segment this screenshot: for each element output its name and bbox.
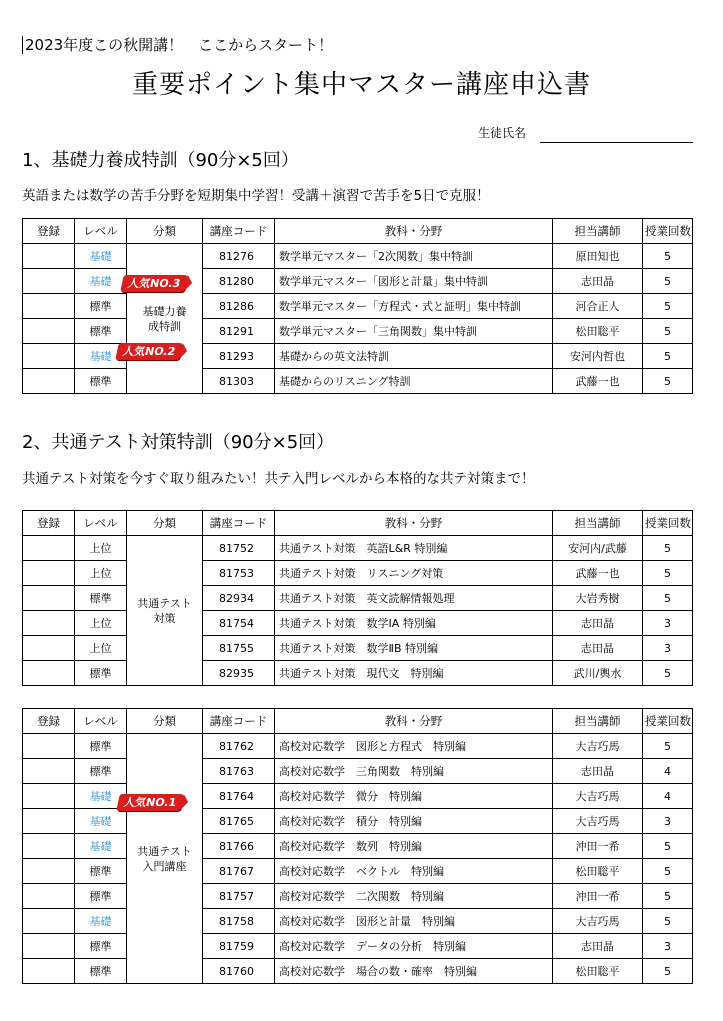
column-header: 登録 bbox=[23, 511, 75, 536]
subject-cell: 高校対応数学 三角関数 特別編 bbox=[275, 759, 553, 784]
section2-description: 共通テスト対策を今すぐ取り組みたい！共テ入門レベルから本格的な共テ対策まで！ bbox=[22, 471, 535, 487]
course-code-cell: 82935 bbox=[203, 661, 275, 686]
lesson-count-cell: 5 bbox=[643, 884, 693, 909]
lesson-count-cell: 4 bbox=[643, 759, 693, 784]
lesson-count-cell: 5 bbox=[643, 586, 693, 611]
table-header-row bbox=[23, 219, 693, 244]
table-row bbox=[23, 759, 693, 784]
course-table-3 bbox=[22, 708, 693, 984]
register-checkbox-cell[interactable] bbox=[23, 294, 75, 319]
course-code-cell: 81291 bbox=[203, 319, 275, 344]
teacher-cell: 安河内/武藤 bbox=[553, 536, 643, 561]
table-row bbox=[23, 884, 693, 909]
teacher-cell: 武藤一也 bbox=[553, 369, 643, 394]
column-header: 登録 bbox=[23, 219, 75, 244]
table-row bbox=[23, 661, 693, 686]
lesson-count-cell: 5 bbox=[643, 734, 693, 759]
column-header: 分類 bbox=[127, 511, 203, 536]
column-header: 担当講師 bbox=[553, 219, 643, 244]
course-code-cell: 81759 bbox=[203, 934, 275, 959]
level-cell: 標準 bbox=[75, 319, 127, 344]
lesson-count-cell: 3 bbox=[643, 809, 693, 834]
table-row bbox=[23, 536, 693, 561]
register-checkbox-cell[interactable] bbox=[23, 636, 75, 661]
category-cell: 基礎力養 成特訓 bbox=[127, 244, 203, 394]
teacher-cell: 志田晶 bbox=[553, 611, 643, 636]
register-checkbox-cell[interactable] bbox=[23, 834, 75, 859]
section2-heading: 2、共通テスト対策特訓（90分×5回） bbox=[22, 432, 335, 453]
course-code-cell: 82934 bbox=[203, 586, 275, 611]
table-header-row bbox=[23, 709, 693, 734]
lesson-count-cell: 3 bbox=[643, 934, 693, 959]
teacher-cell: 武藤一也 bbox=[553, 561, 643, 586]
subject-cell: 数学単元マスター「2次関数」集中特訓 bbox=[275, 244, 553, 269]
lesson-count-cell: 3 bbox=[643, 611, 693, 636]
level-cell: 基礎 bbox=[75, 834, 127, 859]
teacher-cell: 志田晶 bbox=[553, 636, 643, 661]
teacher-cell: 大吉巧馬 bbox=[553, 809, 643, 834]
column-header: 授業回数 bbox=[643, 511, 693, 536]
column-header: 教科・分野 bbox=[275, 709, 553, 734]
subject-cell: 基礎からのリスニング特訓 bbox=[275, 369, 553, 394]
level-cell: 上位 bbox=[75, 636, 127, 661]
student-name-label: 生徒氏名 bbox=[478, 126, 527, 140]
section1-description: 英語または数学の苦手分野を短期集中学習！受講＋演習で苦手を5日で克服！ bbox=[22, 188, 490, 204]
subject-cell: 数学単元マスター「方程式・式と証明」集中特訓 bbox=[275, 294, 553, 319]
column-header: 講座コード bbox=[203, 219, 275, 244]
subject-cell: 共通テスト対策 英文読解情報処理 bbox=[275, 586, 553, 611]
subject-cell: 高校対応数学 場合の数・確率 特別編 bbox=[275, 959, 553, 984]
table-row bbox=[23, 734, 693, 759]
teacher-cell: 松田聡平 bbox=[553, 859, 643, 884]
course-code-cell: 81276 bbox=[203, 244, 275, 269]
teacher-cell: 武川/輿水 bbox=[553, 661, 643, 686]
subject-cell: 共通テスト対策 数学ⅡB 特別編 bbox=[275, 636, 553, 661]
teacher-cell: 志田晶 bbox=[553, 269, 643, 294]
student-name-field[interactable] bbox=[540, 142, 693, 143]
lesson-count-cell: 5 bbox=[643, 294, 693, 319]
register-checkbox-cell[interactable] bbox=[23, 611, 75, 636]
level-cell: 標準 bbox=[75, 959, 127, 984]
table-row bbox=[23, 561, 693, 586]
register-checkbox-cell[interactable] bbox=[23, 934, 75, 959]
register-checkbox-cell[interactable] bbox=[23, 959, 75, 984]
lesson-count-cell: 5 bbox=[643, 834, 693, 859]
level-cell: 基礎 bbox=[75, 244, 127, 269]
teacher-cell: 大岩秀樹 bbox=[553, 586, 643, 611]
teacher-cell: 大吉巧馬 bbox=[553, 734, 643, 759]
subject-cell: 基礎からの英文法特訓 bbox=[275, 344, 553, 369]
table-row bbox=[23, 834, 693, 859]
register-checkbox-cell[interactable] bbox=[23, 344, 75, 369]
teacher-cell: 志田晶 bbox=[553, 934, 643, 959]
teacher-cell: 大吉巧馬 bbox=[553, 784, 643, 809]
course-code-cell: 81753 bbox=[203, 561, 275, 586]
column-header: 授業回数 bbox=[643, 709, 693, 734]
lesson-count-cell: 5 bbox=[643, 859, 693, 884]
level-cell: 標準 bbox=[75, 759, 127, 784]
course-code-cell: 81763 bbox=[203, 759, 275, 784]
register-checkbox-cell[interactable] bbox=[23, 884, 75, 909]
subject-cell: 高校対応数学 図形と方程式 特別編 bbox=[275, 734, 553, 759]
subject-cell: 高校対応数学 二次関数 特別編 bbox=[275, 884, 553, 909]
register-checkbox-cell[interactable] bbox=[23, 661, 75, 686]
lesson-count-cell: 5 bbox=[643, 244, 693, 269]
table-row bbox=[23, 586, 693, 611]
table-row bbox=[23, 809, 693, 834]
level-cell: 基礎 bbox=[75, 269, 127, 294]
table-header-row bbox=[23, 511, 693, 536]
register-checkbox-cell[interactable] bbox=[23, 244, 75, 269]
column-header: 教科・分野 bbox=[275, 219, 553, 244]
level-cell: 標準 bbox=[75, 859, 127, 884]
table-row bbox=[23, 909, 693, 934]
lesson-count-cell: 5 bbox=[643, 536, 693, 561]
table-row bbox=[23, 611, 693, 636]
level-cell: 基礎 bbox=[75, 784, 127, 809]
level-cell: 標準 bbox=[75, 369, 127, 394]
topline: 2023年度この秋開講！ ここからスタート！ bbox=[22, 36, 333, 54]
subject-cell: 高校対応数学 微分 特別編 bbox=[275, 784, 553, 809]
column-header: 分類 bbox=[127, 219, 203, 244]
course-code-cell: 81280 bbox=[203, 269, 275, 294]
teacher-cell: 沖田一希 bbox=[553, 884, 643, 909]
course-table-1 bbox=[22, 218, 693, 394]
course-code-cell: 81764 bbox=[203, 784, 275, 809]
lesson-count-cell: 4 bbox=[643, 784, 693, 809]
register-checkbox-cell[interactable] bbox=[23, 586, 75, 611]
course-code-cell: 81762 bbox=[203, 734, 275, 759]
subject-cell: 高校対応数学 ベクトル 特別編 bbox=[275, 859, 553, 884]
teacher-cell: 河合正人 bbox=[553, 294, 643, 319]
course-code-cell: 81754 bbox=[203, 611, 275, 636]
lesson-count-cell: 5 bbox=[643, 319, 693, 344]
column-header: 分類 bbox=[127, 709, 203, 734]
course-code-cell: 81760 bbox=[203, 959, 275, 984]
register-checkbox-cell[interactable] bbox=[23, 859, 75, 884]
column-header: 講座コード bbox=[203, 511, 275, 536]
level-cell: 標準 bbox=[75, 934, 127, 959]
subject-cell: 数学単元マスター「図形と計量」集中特訓 bbox=[275, 269, 553, 294]
table-row bbox=[23, 959, 693, 984]
teacher-cell: 大吉巧馬 bbox=[553, 909, 643, 934]
register-checkbox-cell[interactable] bbox=[23, 809, 75, 834]
register-checkbox-cell[interactable] bbox=[23, 269, 75, 294]
level-cell: 基礎 bbox=[75, 344, 127, 369]
course-code-cell: 81752 bbox=[203, 536, 275, 561]
column-header: レベル bbox=[75, 511, 127, 536]
table-row bbox=[23, 369, 693, 394]
register-checkbox-cell[interactable] bbox=[23, 369, 75, 394]
column-header: 担当講師 bbox=[553, 709, 643, 734]
table-row bbox=[23, 636, 693, 661]
level-cell: 標準 bbox=[75, 294, 127, 319]
subject-cell: 共通テスト対策 英語L&R 特別編 bbox=[275, 536, 553, 561]
column-header: 授業回数 bbox=[643, 219, 693, 244]
table-row bbox=[23, 859, 693, 884]
column-header: 担当講師 bbox=[553, 511, 643, 536]
lesson-count-cell: 5 bbox=[643, 344, 693, 369]
column-header: 登録 bbox=[23, 709, 75, 734]
teacher-cell: 安河内哲也 bbox=[553, 344, 643, 369]
popular-badge-no1: 人気NO.1 bbox=[116, 794, 184, 811]
column-header: レベル bbox=[75, 219, 127, 244]
category-cell: 共通テスト 対策 bbox=[127, 536, 203, 686]
level-cell: 標準 bbox=[75, 734, 127, 759]
popular-badge-no3: 人気NO.3 bbox=[120, 275, 188, 292]
lesson-count-cell: 5 bbox=[643, 369, 693, 394]
level-cell: 上位 bbox=[75, 536, 127, 561]
course-code-cell: 81293 bbox=[203, 344, 275, 369]
lesson-count-cell: 5 bbox=[643, 959, 693, 984]
lesson-count-cell: 3 bbox=[643, 636, 693, 661]
level-cell: 標準 bbox=[75, 586, 127, 611]
register-checkbox-cell[interactable] bbox=[23, 759, 75, 784]
register-checkbox-cell[interactable] bbox=[23, 561, 75, 586]
course-code-cell: 81765 bbox=[203, 809, 275, 834]
teacher-cell: 志田晶 bbox=[553, 759, 643, 784]
course-code-cell: 81758 bbox=[203, 909, 275, 934]
table-row bbox=[23, 319, 693, 344]
page-title: 重要ポイント集中マスター講座申込書 bbox=[131, 70, 591, 100]
course-code-cell: 81286 bbox=[203, 294, 275, 319]
course-table-2 bbox=[22, 510, 693, 686]
level-cell: 基礎 bbox=[75, 909, 127, 934]
column-header: 講座コード bbox=[203, 709, 275, 734]
lesson-count-cell: 5 bbox=[643, 661, 693, 686]
subject-cell: 高校対応数学 数列 特別編 bbox=[275, 834, 553, 859]
level-cell: 基礎 bbox=[75, 809, 127, 834]
subject-cell: 共通テスト対策 現代文 特別編 bbox=[275, 661, 553, 686]
lesson-count-cell: 5 bbox=[643, 561, 693, 586]
teacher-cell: 松田聡平 bbox=[553, 959, 643, 984]
lesson-count-cell: 5 bbox=[643, 909, 693, 934]
register-checkbox-cell[interactable] bbox=[23, 536, 75, 561]
course-code-cell: 81303 bbox=[203, 369, 275, 394]
level-cell: 標準 bbox=[75, 661, 127, 686]
register-checkbox-cell[interactable] bbox=[23, 734, 75, 759]
popular-badge-no2: 人気NO.2 bbox=[115, 343, 183, 360]
level-cell: 上位 bbox=[75, 611, 127, 636]
subject-cell: 高校対応数学 積分 特別編 bbox=[275, 809, 553, 834]
course-code-cell: 81766 bbox=[203, 834, 275, 859]
course-code-cell: 81755 bbox=[203, 636, 275, 661]
teacher-cell: 原田知也 bbox=[553, 244, 643, 269]
teacher-cell: 沖田一希 bbox=[553, 834, 643, 859]
register-checkbox-cell[interactable] bbox=[23, 319, 75, 344]
table-row bbox=[23, 934, 693, 959]
subject-cell: 共通テスト対策 数学ⅠA 特別編 bbox=[275, 611, 553, 636]
course-code-cell: 81767 bbox=[203, 859, 275, 884]
subject-cell: 高校対応数学 データの分析 特別編 bbox=[275, 934, 553, 959]
section1-heading: 1、基礎力養成特訓（90分×5回） bbox=[22, 150, 299, 171]
lesson-count-cell: 5 bbox=[643, 269, 693, 294]
level-cell: 標準 bbox=[75, 884, 127, 909]
category-cell: 共通テスト 入門講座 bbox=[127, 734, 203, 984]
course-code-cell: 81757 bbox=[203, 884, 275, 909]
subject-cell: 高校対応数学 図形と計量 特別編 bbox=[275, 909, 553, 934]
subject-cell: 数学単元マスター「三角関数」集中特訓 bbox=[275, 319, 553, 344]
subject-cell: 共通テスト対策 リスニング対策 bbox=[275, 561, 553, 586]
register-checkbox-cell[interactable] bbox=[23, 784, 75, 809]
level-cell: 上位 bbox=[75, 561, 127, 586]
column-header: レベル bbox=[75, 709, 127, 734]
table-row bbox=[23, 244, 693, 269]
teacher-cell: 松田聡平 bbox=[553, 319, 643, 344]
column-header: 教科・分野 bbox=[275, 511, 553, 536]
register-checkbox-cell[interactable] bbox=[23, 909, 75, 934]
table-row bbox=[23, 294, 693, 319]
